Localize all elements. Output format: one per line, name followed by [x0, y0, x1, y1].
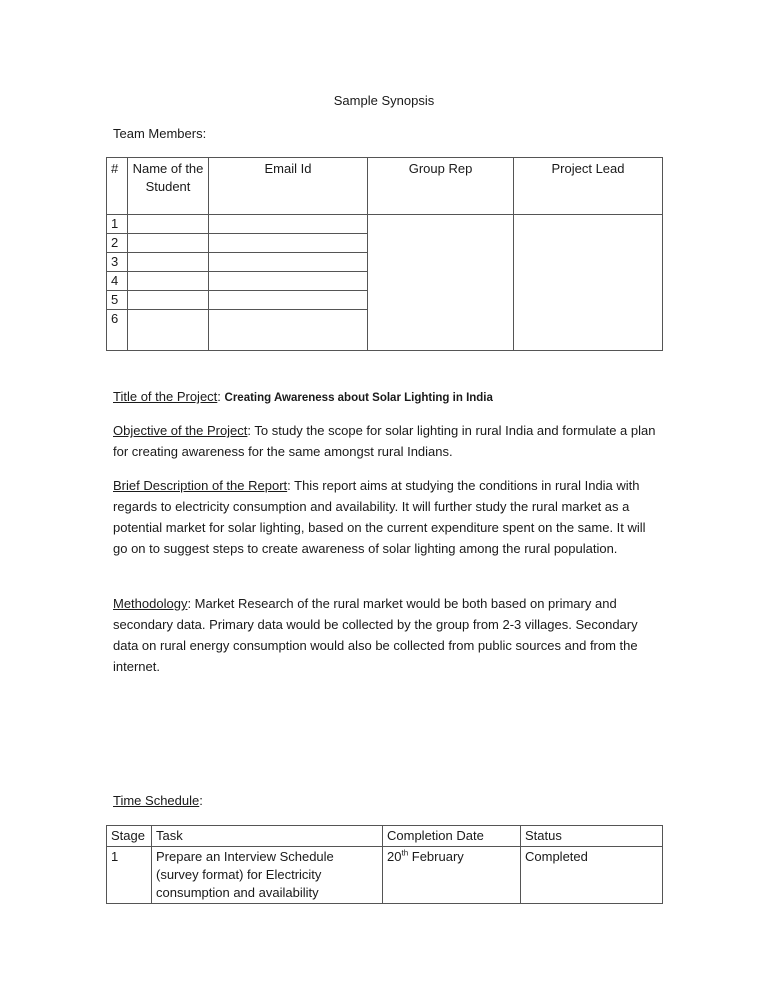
name-cell: [128, 215, 209, 234]
header-task: Task: [152, 826, 383, 847]
row-number: 6: [107, 310, 128, 351]
table-row: [107, 215, 663, 234]
row-number: 1: [107, 215, 128, 234]
name-cell: [128, 272, 209, 291]
header-number: #: [107, 158, 128, 215]
schedule-header-row: [107, 826, 663, 847]
email-cell: [209, 272, 368, 291]
time-schedule-label: Time Schedule: [113, 793, 200, 808]
project-lead-cell: [514, 215, 663, 351]
date-month: February: [408, 849, 464, 864]
status-cell: Completed: [521, 847, 663, 904]
objective-text: : To study the scope for solar lighting in rural India and formulate a plan for creating awareness for the same amongst rural Indians.: [113, 423, 656, 459]
stage-cell: 1: [107, 847, 152, 904]
header-name: Name of the Student: [128, 158, 209, 215]
email-cell: [209, 291, 368, 310]
methodology-paragraph: [113, 593, 658, 677]
name-cell: [128, 291, 209, 310]
header-stage: Stage: [107, 826, 152, 847]
row-number: 4: [107, 272, 128, 291]
header-project-lead: Project Lead: [514, 158, 663, 215]
project-title-value: Creating Awareness about Solar Lighting in India: [224, 392, 493, 404]
email-cell: [209, 310, 368, 351]
row-number: 5: [107, 291, 128, 310]
team-members-table: [106, 157, 663, 351]
header-status: Status: [521, 826, 663, 847]
name-cell: [128, 310, 209, 351]
time-schedule-table: [106, 825, 663, 904]
document-title: Sample Synopsis: [333, 93, 435, 108]
objective-paragraph: [113, 420, 658, 462]
name-cell: [128, 234, 209, 253]
row-number: 3: [107, 253, 128, 272]
group-rep-cell: [368, 215, 514, 351]
time-schedule-colon: :: [199, 793, 203, 808]
completion-date-cell: [383, 847, 521, 904]
email-cell: [209, 215, 368, 234]
table-row: [107, 847, 663, 904]
task-cell: Prepare an Interview Schedule (survey format) for Electricity consumption and availability: [152, 847, 383, 904]
date-suffix: th: [401, 848, 409, 858]
project-title-separator: :: [217, 389, 225, 404]
description-paragraph: [113, 475, 658, 559]
team-table-header-row: [107, 158, 663, 215]
header-email: Email Id: [209, 158, 368, 215]
description-text: : This report aims at studying the conditions in rural India with regards to electricity consumption and availability. It will further study the rural market as a potential market for solar lighting, based on the current expenditure spent on the same. It will go on to suggest steps to create awareness of solar lighting among the rural population.: [113, 478, 646, 556]
objective-label: Objective of the Project: [113, 423, 248, 438]
row-number: 2: [107, 234, 128, 253]
name-cell: [128, 253, 209, 272]
date-day: 20: [387, 849, 402, 864]
team-members-label: Team Members:: [113, 126, 207, 141]
project-title-label: Title of the Project: [113, 389, 218, 404]
description-label: Brief Description of the Report: [113, 478, 288, 493]
time-schedule-heading: [113, 793, 203, 808]
header-completion-date: Completion Date: [383, 826, 521, 847]
methodology-text: : Market Research of the rural market would be both based on primary and secondary data. Primary data would be collected by the group from 2-3 villages. Secondary data on rural energy consumption would also be collected from public sources and from the internet.: [113, 596, 638, 674]
methodology-label: Methodology: [113, 596, 188, 611]
project-title-paragraph: [113, 386, 658, 409]
header-group-rep: Group Rep: [368, 158, 514, 215]
email-cell: [209, 234, 368, 253]
email-cell: [209, 253, 368, 272]
